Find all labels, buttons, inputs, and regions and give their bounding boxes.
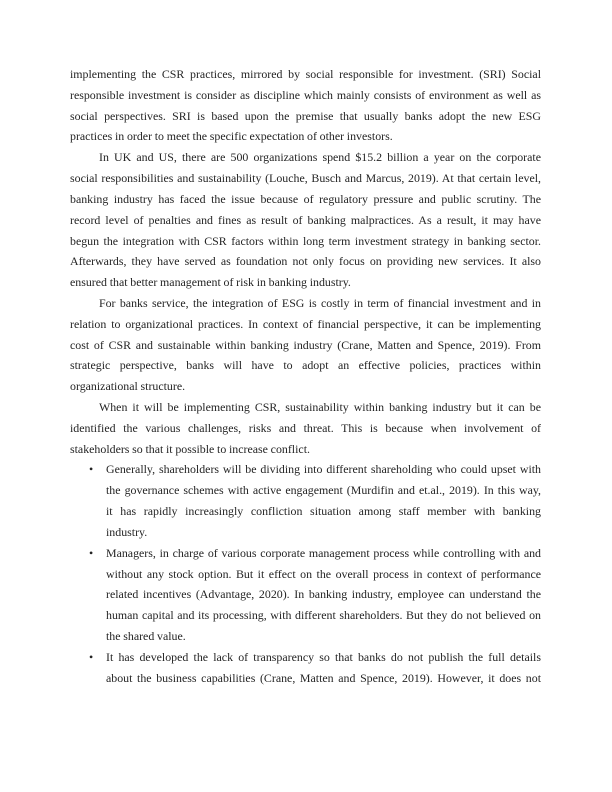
text-line: without any stock option. But it effect on the overall process in context of performance xyxy=(106,566,541,581)
bullet-item xyxy=(70,647,541,689)
text-line: Afterwards, they have served as foundation not only focus on providing new services. It also xyxy=(70,254,541,269)
text-line: strategic perspective, banks will have to adopt an effective policies, practices within xyxy=(70,358,541,373)
text-line: stakeholders so that it possible to increase conflict. xyxy=(70,441,310,456)
text-line: the governance schemes with active engagement (Murdifin and et.al., 2019). In this way, xyxy=(106,483,541,498)
paragraph xyxy=(70,147,541,293)
bullet-icon: • xyxy=(89,545,94,560)
bullet-item xyxy=(70,543,541,647)
text-line: about the business capabilities (Crane, Matten and Spence, 2019). However, it does not xyxy=(106,670,541,685)
text-line: organizational structure. xyxy=(70,379,186,394)
bullet-item xyxy=(70,459,541,542)
text-line: social responsibilities and sustainability (Louche, Busch and Marcus, 2019). At that certain level, xyxy=(70,171,541,186)
text-line: In UK and US, there are 500 organizations spend $15.2 billion a year on the corporate xyxy=(99,150,541,165)
paragraph xyxy=(70,64,541,147)
text-line: industry. xyxy=(106,524,148,539)
text-line: human capital and its processing, with different shareholders. But they do not believed on xyxy=(106,608,541,623)
text-line: record level of penalties and fines as result of banking malpractices. As a result, it may have xyxy=(70,212,541,227)
text-line: Generally, shareholders will be dividing into different shareholding who could upset with xyxy=(106,462,541,477)
text-line: It has developed the lack of transparency so that banks do not publish the full details xyxy=(106,649,541,664)
text-line: social perspectives. SRI is based upon the premise that usually banks adopt the new ESG xyxy=(70,108,541,123)
text-line: responsible investment is consider as discipline which mainly consists of environment as well as xyxy=(70,87,541,102)
bullet-icon: • xyxy=(89,462,94,477)
document-body xyxy=(70,64,541,688)
text-line: relation to organizational practices. In context of financial perspective, it can be implementing xyxy=(70,316,541,331)
text-line: For banks service, the integration of ESG is costly in term of financial investment and in xyxy=(99,295,541,310)
text-line: When it will be implementing CSR, sustainability within banking industry but it can be xyxy=(99,400,541,414)
paragraph xyxy=(70,397,541,459)
text-line: ensured that better management of risk in banking industry. xyxy=(70,275,351,290)
bullet-icon: • xyxy=(89,649,94,664)
paragraph xyxy=(70,293,541,397)
text-line: implementing the CSR practices, mirrored by social responsible for investment. (SRI) Social xyxy=(70,67,541,81)
text-line: it has rapidly increasingly confliction situation among staff member with banking xyxy=(106,504,541,519)
text-line: banking industry has faced the issue because of regulatory pressure and public scrutiny. The xyxy=(70,191,541,206)
text-line: cost of CSR and sustainable within banking industry (Crane, Matten and Spence, 2019). From xyxy=(70,337,541,352)
text-line: practices in order to meet the specific expectation of other investors. xyxy=(70,129,393,144)
text-line: the shared value. xyxy=(106,628,186,643)
text-line: identified the various challenges, risks and threat. This is because when involvement of xyxy=(70,420,541,435)
text-line: begun the integration with CSR factors within long term investment strategy in banking sector. xyxy=(70,233,541,248)
text-line: Managers, in charge of various corporate management process while controlling with and xyxy=(106,545,541,560)
text-line: related incentives (Advantage, 2020). In banking industry, employee can understand the xyxy=(106,587,541,602)
